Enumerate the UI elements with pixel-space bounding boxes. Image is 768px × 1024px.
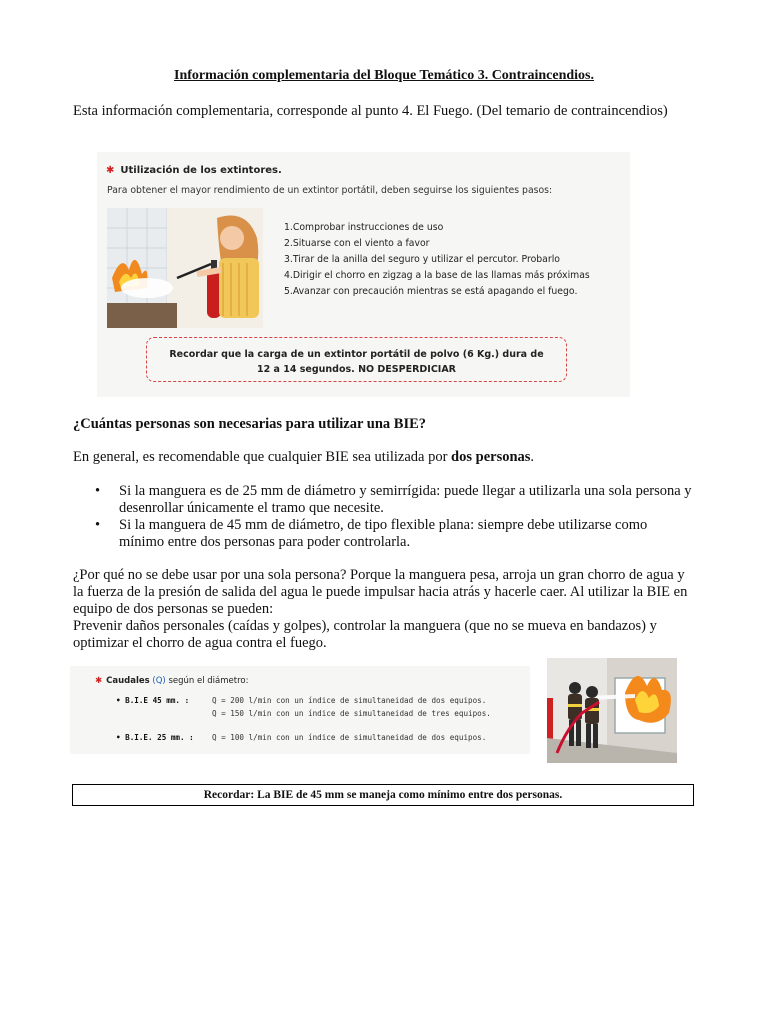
- reminder-line-1: Recordar que la carga de un extintor portátil de polvo (6 Kg.) dura de: [169, 349, 544, 360]
- bullet-icon: •: [95, 483, 101, 499]
- caudales-heading-bold: Caudales: [106, 676, 150, 686]
- extinguisher-heading-text: Utilización de los extintores.: [120, 165, 282, 176]
- asterisk-icon: ✱: [106, 165, 115, 176]
- step-item: 4.Dirigir el chorro en zigzag a la base de las llamas más próximas: [284, 270, 590, 281]
- recordar-box: Recordar: La BIE de 45 mm se maneja como mínimo entre dos personas.: [72, 784, 694, 806]
- caudales-row-1: Q = 200 l/min con un índice de simultaneidad de dos equipos.: [212, 696, 487, 705]
- extinguisher-usage-figure: [97, 152, 630, 397]
- general-paragraph: [73, 449, 693, 466]
- woman-extinguisher-illustration: [107, 208, 263, 328]
- caudales-row-1-label-text: • B.I.E 45 mm. :: [116, 696, 190, 705]
- caudales-row-1-label: [116, 696, 189, 705]
- reminder-line-2: 12 a 14 segundos. NO DESPERDICIAR: [256, 364, 456, 375]
- list-item-text: Si la manguera de 45 mm de diámetro, de tipo flexible plana: siempre debe utilizarse como mínimo entre dos personas para poder controlarla.: [119, 517, 648, 550]
- list-item: [73, 483, 693, 517]
- step-item: 3.Tirar de la anilla del seguro y utilizar el percutor. Probarlo: [284, 254, 560, 265]
- why-paragraph-line-2: Prevenir daños personales (caídas y golpes), controlar la manguera (que no se mueva en bandazos) y optimizar el chorro de agua contra el fuego.: [73, 618, 657, 651]
- caudales-heading-rest: según el diámetro:: [168, 676, 249, 686]
- page-title: Información complementaria del Bloque Temático 3. Contraincendios.: [174, 68, 594, 83]
- list-item: [73, 517, 693, 551]
- bullet-icon: •: [95, 517, 101, 533]
- caudales-figure: [70, 666, 530, 754]
- caudales-row-2: Q = 150 l/min con un índice de simultaneidad de tres equipos.: [212, 709, 491, 718]
- firefighters-illustration: [547, 658, 677, 763]
- general-suffix: .: [530, 449, 535, 465]
- intro-paragraph: Esta información complementaria, corresponde al punto 4. El Fuego. (Del temario de contraincendios): [73, 103, 668, 119]
- list-item-text: Si la manguera es de 25 mm de diámetro y semirrígida: puede llegar a utilizarla una sola persona y desenrollar únicamente el tramo que necesite.: [119, 483, 692, 516]
- caudales-heading-q: (Q): [152, 676, 166, 686]
- general-bold: dos personas: [451, 449, 531, 465]
- caudales-heading: [95, 676, 248, 686]
- asterisk-icon: ✱: [95, 676, 103, 686]
- general-prefix: En general, es recomendable que cualquier BIE sea utilizada por: [73, 449, 452, 465]
- bie-question: ¿Cuántas personas son necesarias para utilizar una BIE?: [73, 416, 427, 432]
- extinguisher-heading: [106, 165, 282, 176]
- step-item: 1.Comprobar instrucciones de uso: [284, 222, 444, 233]
- why-paragraph: [73, 567, 693, 652]
- extinguisher-steps-list: [284, 220, 590, 300]
- step-item: 5.Avanzar con precaución mientras se está apagando el fuego.: [284, 286, 578, 297]
- bullet-list: [73, 483, 693, 551]
- caudales-row-3-label-text: • B.I.E. 25 mm. :: [116, 733, 194, 742]
- why-paragraph-line-1: ¿Por qué no se debe usar por una sola persona? Porque la manguera pesa, arroja un gran chorro de agua y la fuerza de la presión de salida del agua le puede impulsar hacia atrás y hacerle caer. Al utilizar la BIE en equipo de dos personas se pueden:: [73, 567, 688, 617]
- extinguisher-subtitle: Para obtener el mayor rendimiento de un extintor portátil, deben seguirse los siguientes pasos:: [107, 185, 553, 196]
- extinguisher-reminder-box: [146, 337, 567, 382]
- step-item: 2.Situarse con el viento a favor: [284, 238, 430, 249]
- caudales-row-3: Q = 100 l/min con un índice de simultaneidad de dos equipos.: [212, 733, 487, 742]
- caudales-row-3-label: [116, 733, 194, 742]
